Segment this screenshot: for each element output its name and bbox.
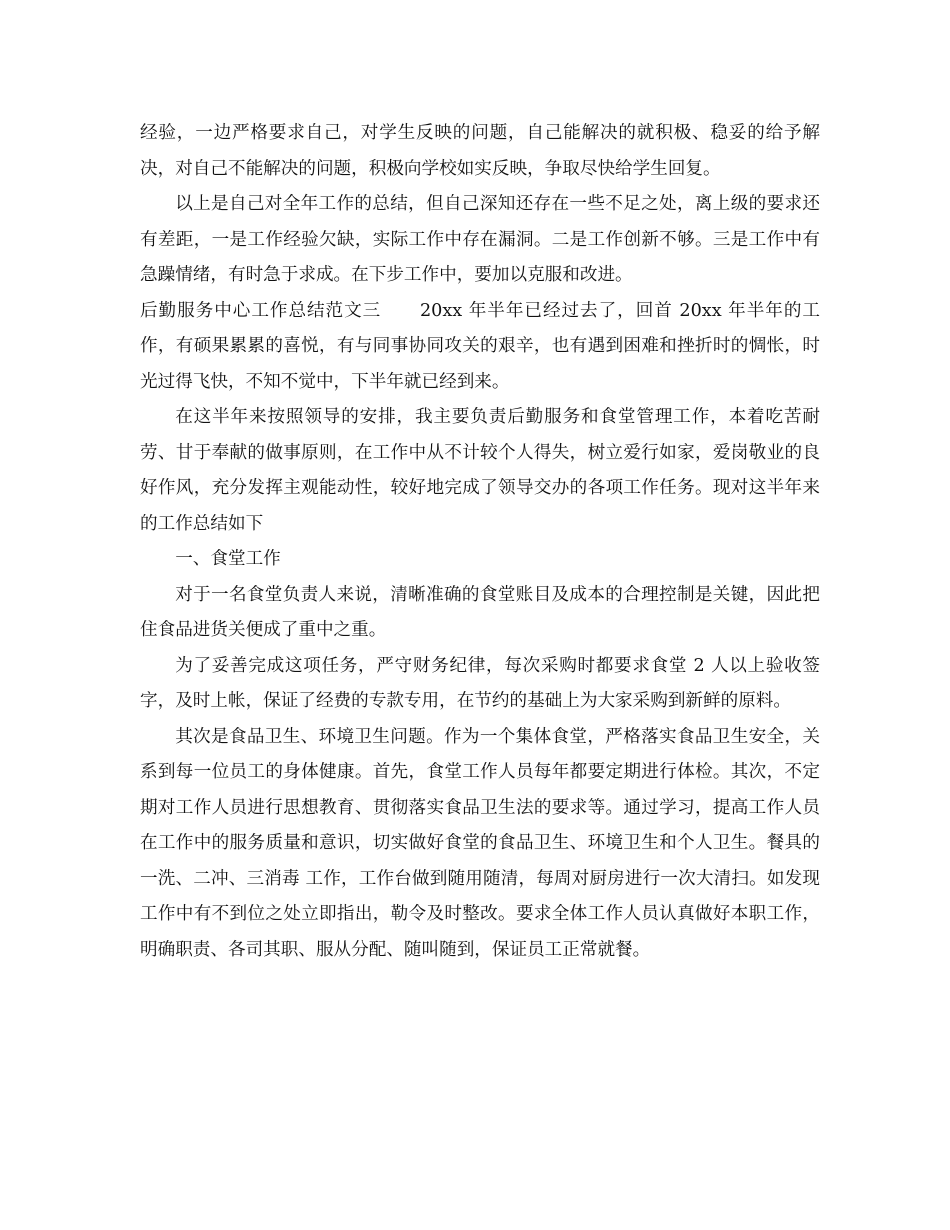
paragraph-4: 在这半年来按照领导的安排，我主要负责后勤服务和食堂管理工作，本着吃苦耐劳、甘于奉献的做事原则，在工作中从不计较个人得失，树立爱行如家，爱岗敬业的良好作风，充分发挥主观能动性，较好地完成了领导交办的各项工作任务。现对这半年来的工作总结如下 xyxy=(140,407,820,534)
document-body xyxy=(140,116,820,968)
paragraph-5: 对于一名食堂负责人来说，清晰准确的食堂账目及成本的合理控制是关键，因此把住食品进货关便成了重中之重。 xyxy=(140,584,820,640)
section-title-fanwen-san: 后勤服务中心工作总结范文三 xyxy=(140,300,382,321)
paragraph-1: 经验，一边严格要求自己，对学生反映的问题，自己能解决的就积极、稳妥的给予解决，对自己不能解决的问题，积极向学校如实反映，争取尽快给学生回复。 xyxy=(140,123,820,179)
paragraph-3-text: 20xx 年半年已经过去了，回首 20xx 年半年的工作，有硕果累累的喜悦，有与同事协同攻关的艰辛，也有遇到困难和挫折时的惆怅，时光过得飞快，不知不觉中，下半年就已经到来。 xyxy=(140,300,820,392)
paragraph-3 xyxy=(140,294,820,401)
paragraph-7: 其次是食品卫生、环境卫生问题。作为一个集体食堂，严格落实食品卫生安全，关系到每一位员工的身体健康。首先，食堂工作人员每年都要定期进行体检。其次，不定期对工作人员进行思想教育、贯彻落实食品卫生法的要求等。通过学习，提高工作人员在工作中的服务质量和意识，切实做好食堂的食品卫生、环境卫生和个人卫生。餐具的 一洗、二冲、三消毒 工作，工作台做到随用随清，每周对厨房进行一次大清扫。如发现工作中有不到位之处立即指出，勒令及时整改。要求全体工作人员认真做好本职工作，明确职责、各司其职、服从分配、随叫随到，保证员工正常就餐。 xyxy=(140,726,820,960)
section-heading-canteen: 一、食堂工作 xyxy=(175,549,281,569)
paragraph-2: 以上是自己对全年工作的总结，但自己深知还存在一些不足之处，离上级的要求还有差距，一是工作经验欠缺，实际工作中存在漏洞。二是工作创新不够。三是工作中有急躁情绪，有时急于求成。在下步工作中，要加以克服和改进。 xyxy=(140,194,820,285)
paragraph-6: 为了妥善完成这项任务，严守财务纪律，每次采购时都要求食堂 2 人以上验收签字，及时上帐，保证了经费的专款专用，在节约的基础上为大家采购到新鲜的原料。 xyxy=(140,655,820,711)
